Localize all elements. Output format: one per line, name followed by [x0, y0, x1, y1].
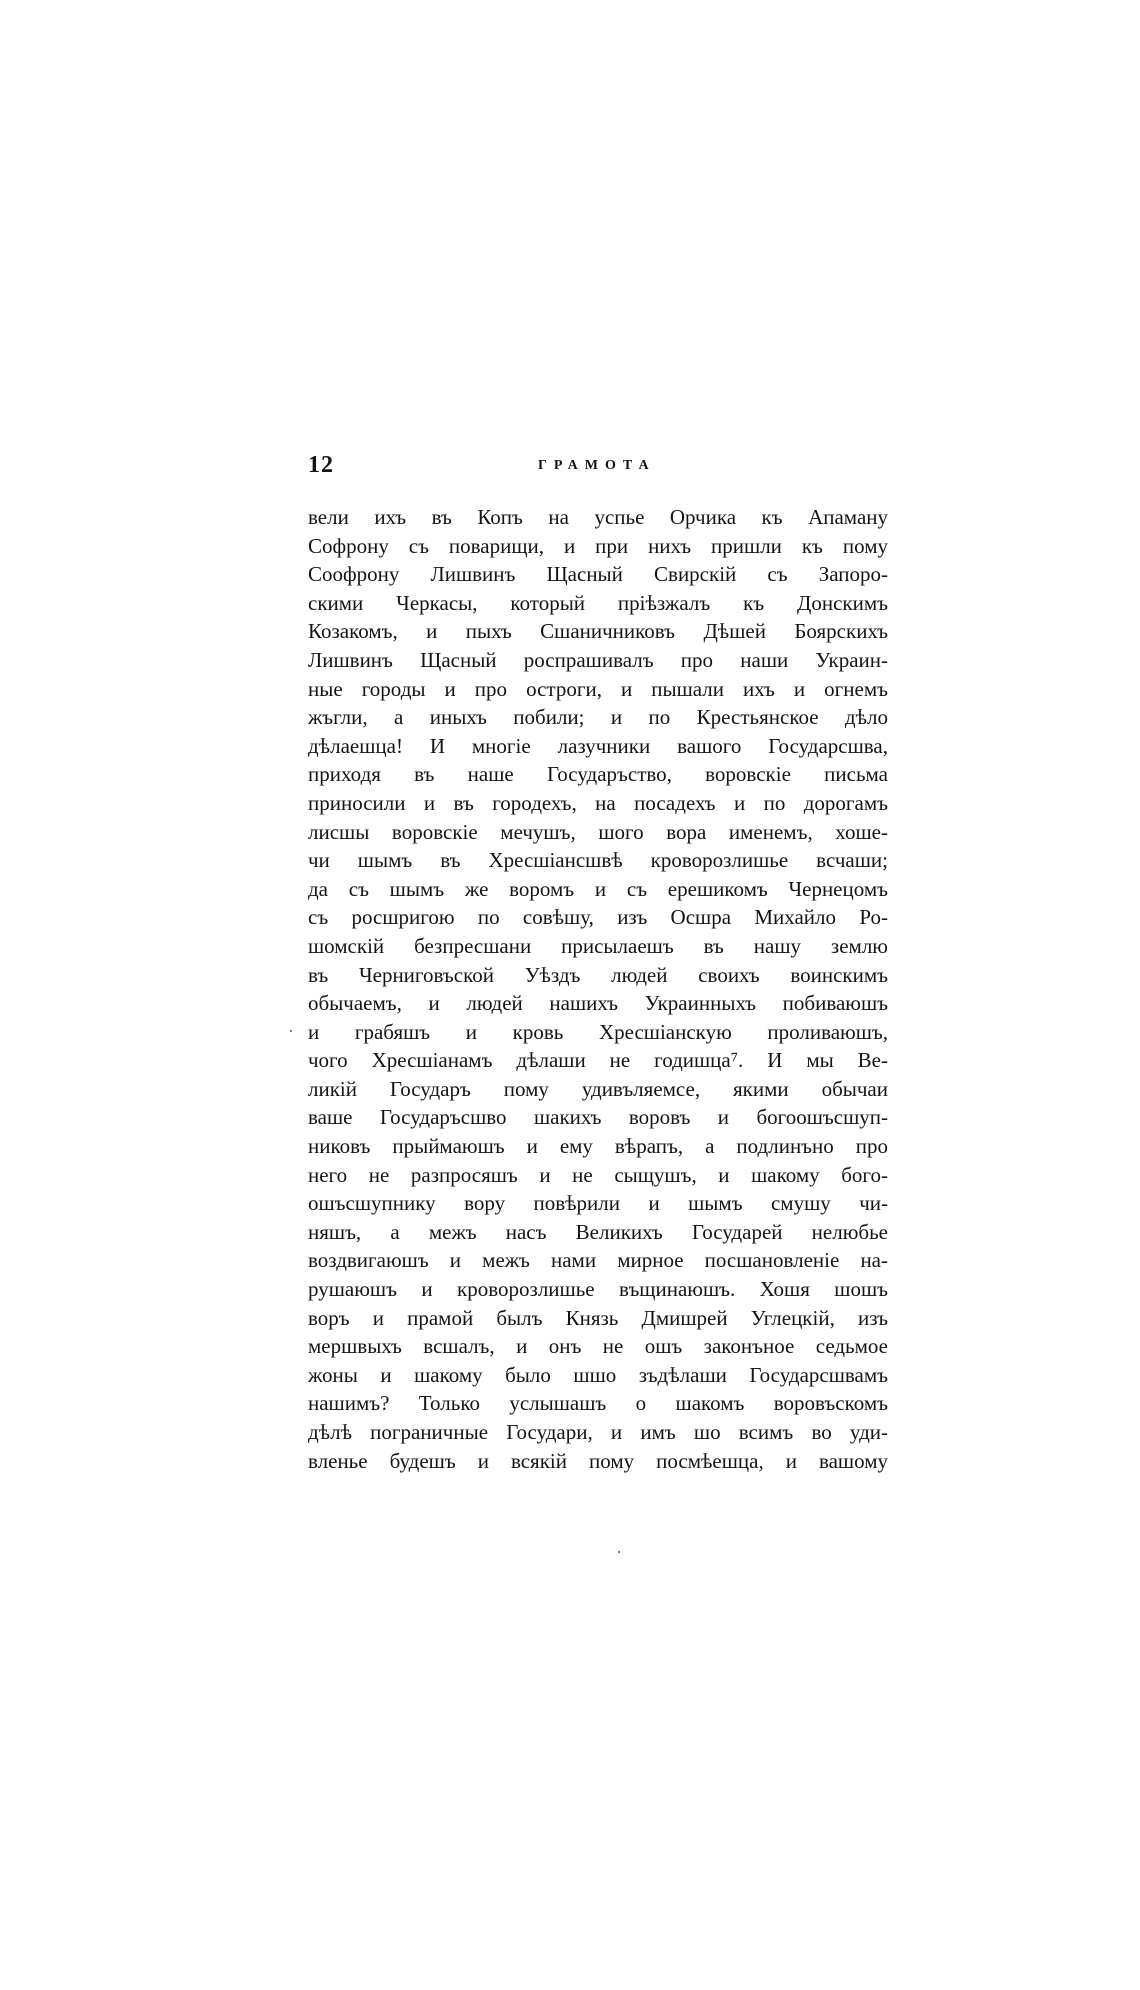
text-line: няшъ, а межъ насъ Великихъ Государей нелюбье [308, 1219, 888, 1244]
text-line: вленье будешъ и всякій пому посмѣешца, и вашому [308, 1448, 888, 1473]
text-line: съ росшригою по совѣшу, изъ Осшра Михайло Ро- [308, 905, 888, 930]
text-line: воръ и прамой былъ Князь Дмишрей Углецкій, изъ [308, 1305, 888, 1330]
text-line: въ Черниговъской Уѣздъ людей своихъ воинскимъ [308, 962, 888, 987]
text-line: ликій Государъ пому удивъляемсе, якими обычаи [308, 1076, 888, 1101]
paper-speck [618, 1551, 620, 1553]
paper-speck [290, 1030, 292, 1032]
text-line: чого Хресшіанамъ дѣлаши не годишца⁷. И мы Ве- [308, 1048, 888, 1073]
running-head-title: ГРАМОТА [538, 458, 656, 473]
text-line: скими Черкасы, который пріѣзжалъ къ Донскимъ [308, 590, 888, 615]
text-line: и грабяшъ и кровь Хресшіанскую проливаюшъ, [308, 1019, 888, 1044]
text-line: никовъ прыймаюшъ и ему вѣрапъ, а подлинъно про [308, 1134, 888, 1159]
text-line: него не разпросяшъ и не сыщушъ, и шакому бого- [308, 1162, 888, 1187]
text-line: мершвыхъ всшалъ, и онъ не ошъ законъное седьмое [308, 1334, 888, 1359]
text-line: обычаемъ, и людей нашихъ Украинныхъ побиваюшъ [308, 991, 888, 1016]
text-line: приходя въ наше Государъство, воровскіе письма [308, 762, 888, 787]
text-line: жоны и шакому было шшо зъдѣлаши Государсшвамъ [308, 1362, 888, 1387]
text-line: Лишвинъ Щасный роспрашивалъ про наши Украин- [308, 647, 888, 672]
text-line: воздвигаюшъ и межъ нами мирное посшановленіе на- [308, 1248, 888, 1273]
text-line: рушаюшъ и кроворозлишье въщинаюшъ. Хошя шошъ [308, 1277, 888, 1302]
text-line: ные городы и про остроги, и пышали ихъ и огнемъ [308, 676, 888, 701]
text-line: Софрону съ поварищи, и при нихъ пришли къ пому [308, 533, 888, 558]
text-line: дѣлѣ пограничные Государи, и имъ шо всимъ во уди- [308, 1420, 888, 1444]
text-line: дѣлаешца! И многіе лазучники вашого Государсшва, [308, 733, 888, 758]
text-line: шомскій безпресшани присылаешъ въ нашу землю [308, 933, 888, 958]
text-line: приносили и въ городехъ, на посадехъ и по дорогамъ [308, 790, 888, 815]
text-line: чи шымъ въ Хресшіансшвѣ кроворозлишье всчаши; [308, 848, 888, 873]
text-line: Козакомъ, и пыхъ Сшаничниковъ Дѣшей Боярскихъ [308, 619, 888, 644]
text-line: вели ихъ въ Копъ на успье Орчика къ Апаману [308, 505, 888, 529]
text-line: да съ шымъ же воромъ и съ ерешикомъ Чернецомъ [308, 876, 888, 901]
text-line: ошъсшупнику вору повѣрили и шымъ смушу чи- [308, 1191, 888, 1216]
text-line: нашимъ? Только услышашъ о шакомъ воровъскомъ [308, 1391, 888, 1416]
page-number: 12 [308, 452, 334, 478]
body-text [308, 503, 888, 1475]
text-line: Соофрону Лишвинъ Щасный Свирскій съ Запоро- [308, 562, 888, 587]
text-line: жъгли, а иныхъ побили; и по Крестьянское дѣло [308, 705, 888, 730]
text-line: лисшы воровскіе мечушъ, шого вора именемъ, хоше- [308, 819, 888, 844]
text-line: ваше Государъсшво шакихъ воровъ и богоошъсшуп- [308, 1105, 888, 1130]
